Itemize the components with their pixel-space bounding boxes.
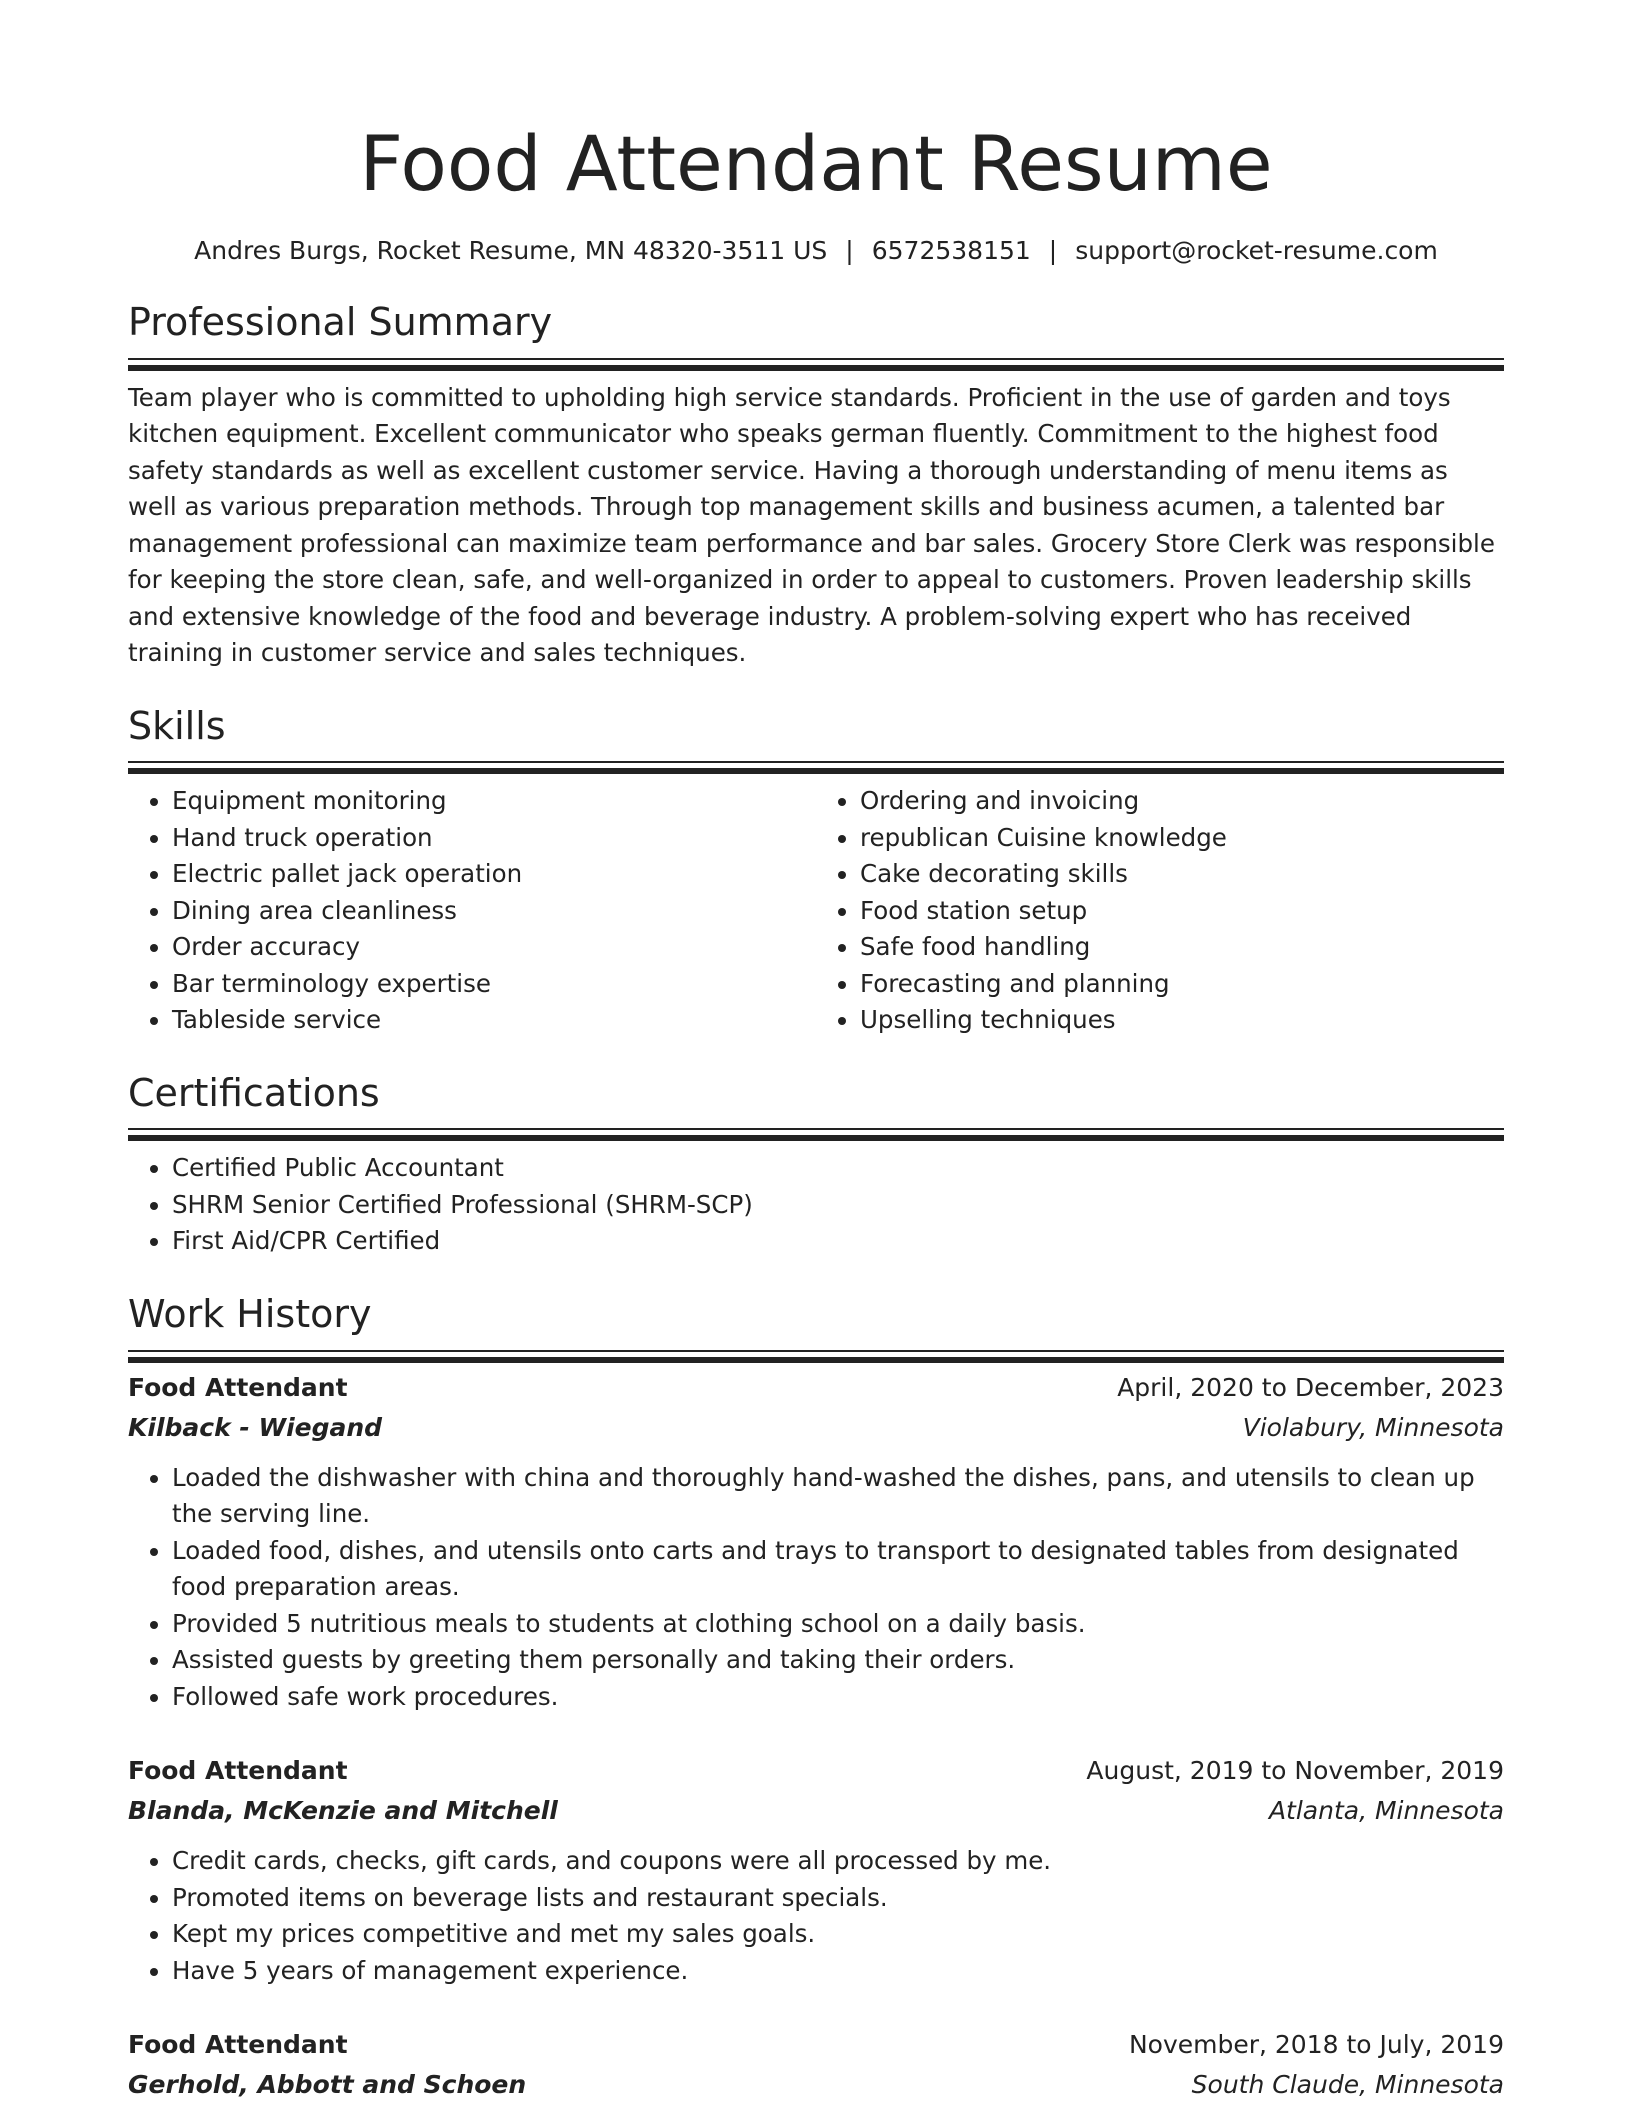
job-location: South Claude, Minnesota [1191, 2070, 1504, 2100]
skill-item: • Cake decorating skills [860, 856, 1504, 893]
skill-item: • Order accuracy [172, 929, 816, 966]
skill-item: • republican Cuisine knowledge [860, 820, 1504, 857]
skill-item: • Forecasting and planning [860, 966, 1504, 1003]
summary-section [128, 300, 1504, 672]
contact-separator: | [1048, 236, 1058, 266]
resume-page [128, 118, 1504, 2105]
contact-address: Andres Burgs, Rocket Resume, MN 48320-3511 US [194, 236, 828, 266]
skill-item: • Upselling techniques [860, 1002, 1504, 1039]
job-bullets [128, 1843, 1504, 1989]
certification-item: • First Aid/CPR Certified [172, 1223, 1504, 1260]
resume-title: Food Attendant Resume [359, 119, 1273, 208]
job-bullet: • Credit cards, checks, gift cards, and coupons were all processed by me. [172, 1843, 1504, 1880]
job-location: Violabury, Minnesota [1242, 1412, 1504, 1442]
skills-heading: Skills [128, 703, 226, 748]
job-entry [128, 2025, 1504, 2105]
skills-right-list [816, 783, 1504, 1039]
contact-separator: | [845, 236, 854, 266]
skill-item: • Safe food handling [860, 929, 1504, 966]
job-company: Kilback - Wiegand [128, 1412, 383, 1442]
job-company: Gerhold, Abbott and Schoen [128, 2070, 527, 2100]
skills-left-list [128, 783, 816, 1039]
job-entry [128, 1368, 1504, 1716]
skills-grid [128, 783, 1504, 1039]
job-location: Atlanta, Minnesota [1268, 1796, 1504, 1826]
section-divider [128, 358, 1504, 360]
skill-item: • Equipment monitoring [172, 783, 816, 820]
skill-item: • Food station setup [860, 893, 1504, 930]
certification-item: • Certified Public Accountant [172, 1150, 1504, 1187]
skill-item: • Dining area cleanliness [172, 893, 816, 930]
certifications-heading: Certifications [128, 1070, 380, 1115]
skill-item: • Electric pallet jack operation [172, 856, 816, 893]
summary-text: Team player who is committed to upholding high service standards. Proficient in the use of garden and toys kitchen equipment. Excellent communicator who speaks german fluently. Commitment to the highest food safety standards as well as excellent customer service. Having a thorough understanding of menu items as well as various preparation methods. Through top management skills and business acumen, a talented bar management professional can maximize team performance and bar sales. Grocery Store Clerk was responsible for keeping the store clean, safe, and well-organized in order to appeal to customers. Proven leadership skills and extensive knowledge of the food and beverage industry. A problem-solving expert who has received training in customer service and sales techniques. [128, 382, 1495, 668]
job-bullet: • Loaded the dishwasher with china and thoroughly hand-washed the dishes, pans, and utensils to clean up the serving line. [172, 1460, 1504, 1533]
section-divider [128, 761, 1504, 763]
certification-item: • SHRM Senior Certified Professional (SHRM-SCP) [172, 1187, 1504, 1224]
work-history-heading: Work History [128, 1291, 372, 1336]
work-history-section [128, 1292, 1504, 2105]
skill-item: • Ordering and invoicing [860, 783, 1504, 820]
job-bullet: • Loaded food, dishes, and utensils onto carts and trays to transport to designated tables from designated food preparation areas. [172, 1533, 1504, 1606]
skills-section [128, 704, 1504, 1039]
job-title: Food Attendant [128, 2030, 348, 2060]
job-bullets [128, 1460, 1504, 1716]
job-bullet: • Followed safe work procedures. [172, 1679, 1504, 1716]
job-bullet: • Kept my prices competitive and met my sales goals. [172, 1916, 1504, 1953]
section-divider [128, 1128, 1504, 1130]
contact-line [128, 233, 1504, 268]
certifications-section [128, 1071, 1504, 1260]
job-company: Blanda, McKenzie and Mitchell [128, 1796, 558, 1826]
skill-item: • Tableside service [172, 1002, 816, 1039]
job-entry [128, 1751, 1504, 1989]
section-divider [128, 1350, 1504, 1352]
job-dates: April, 2020 to December, 2023 [1117, 1372, 1504, 1402]
job-bullet: • Have 5 years of management experience. [172, 1953, 1504, 1990]
job-title: Food Attendant [128, 1756, 348, 1786]
summary-heading: Professional Summary [128, 300, 553, 345]
skill-item: • Bar terminology expertise [172, 966, 816, 1003]
contact-phone: 6572538151 [871, 236, 1031, 266]
job-dates: August, 2019 to November, 2019 [1086, 1756, 1504, 1786]
certifications-list [128, 1150, 1504, 1260]
job-title: Food Attendant [128, 1372, 348, 1402]
job-bullet: • Provided 5 nutritious meals to students at clothing school on a daily basis. [172, 1606, 1504, 1643]
job-dates: November, 2018 to July, 2019 [1128, 2030, 1504, 2060]
job-bullet: • Promoted items on beverage lists and restaurant specials. [172, 1880, 1504, 1917]
job-bullet: • Assisted guests by greeting them personally and taking their orders. [172, 1642, 1504, 1679]
skill-item: • Hand truck operation [172, 820, 816, 857]
contact-email: support@rocket-resume.com [1075, 236, 1438, 266]
